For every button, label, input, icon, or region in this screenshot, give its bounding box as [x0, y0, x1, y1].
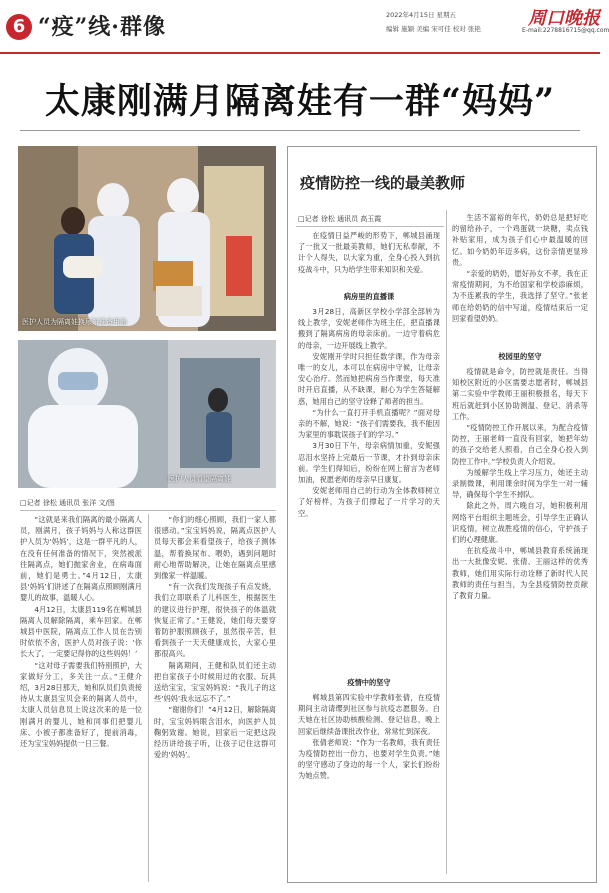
contact-email: E-mail:2278816715@qq.com: [522, 27, 609, 34]
right-article-title: 疫情防控一线的最美教师: [300, 174, 466, 192]
photo-medics-with-baby: [18, 146, 276, 331]
right-paragraph: 郸城县第四实验中学教师张倩，在疫情期间主动请缨到社区参与抗疫志愿服务。白天她在社区协助核酸检测、登记信息，晚上回家后继续备课批改作业，常常忙到深夜。: [298, 693, 440, 736]
right-column-2-top: [452, 212, 588, 352]
right-paragraph: “疫情防控工作开展以来，为配合疫情防控，王丽老师一直没有回家，她把年幼的孩子交给老人照看，自己全身心投入到防控工作中。”学校负责人介绍说。: [452, 423, 588, 466]
left-paragraph: “这对母子需要我们特别照护，大家做好分工，多关注一点。”王健介绍，3月28日那天，她和队员们负责接待从太康县宝贝会来的隔离人员中，太康人员信息员上说这次来的是一位刚满月的婴儿，她和同事们把婴儿床、小被子都准备好了，提前消毒，还为宝宝妈妈提供一日三餐。: [20, 660, 142, 749]
byline-divider: [20, 510, 276, 511]
header-divider: [0, 52, 600, 54]
publication-date: 2022年4月15日 星期五: [386, 11, 457, 19]
subhead-1: 病房里的直播课: [343, 292, 395, 301]
right-column-2: [452, 366, 588, 874]
right-paragraph: 张倩老师说：“作为一名教师，我有责任为疫情防控出一份力，也要对学生负责。”她的坚守感动了身边的每一个人，家长们纷纷为她点赞。: [298, 737, 440, 781]
left-article-column-2: [154, 514, 276, 884]
photo-medics-illustration: [18, 146, 276, 331]
editor-credits: 编辑 施颖 美编 宋可佳 校对 张艳: [386, 25, 481, 33]
photo-visit-illustration: [18, 340, 276, 488]
right-column-1b: [298, 692, 440, 874]
right-paragraph: “亲爱的奶奶，愿好孙女不孝，我在正常疫情期间，为不给国家和学校添麻烦，为不连累我的学生，我选择了坚守。”张老师在给奶奶的信中写道，疫情结束后一定回家看望奶奶。: [452, 269, 588, 323]
page-header: [0, 0, 609, 60]
right-column-1: [298, 306, 440, 674]
right-byline-divider: [296, 226, 444, 227]
right-paragraph: 3月28日，高新区学校小学部全部转为线上教学，安妮老师作为班主任，把直播课搬到了隔离病房的母亲床前。一边守着病危的母亲，一边开展线上教学。: [298, 307, 440, 350]
left-paragraph: “这就是来我们隔离的最小隔离人员，刚满月，孩子妈妈与人称这群医护人员为‘妈妈’，这是一群平凡的人，在没有任何准备的情况下，突然被派往隔离点，她们抛家舍业，在病毒面前，她们是勇士。”4月12日，太康县‘妈妈’们讲述了在隔离点照顾刚满月婴儿的故事，温暖人心。: [20, 515, 142, 603]
column-title: “疫”线·群像: [38, 14, 166, 40]
right-paragraph: 为缓解学生线上学习压力，她还主动录制微课，利用课余时间为学生一对一辅导，确保每个学生不掉队。: [452, 467, 588, 500]
left-article-column-1: [20, 514, 142, 884]
left-article-byline: □记者 徐松 通讯员 张洋 文/图: [20, 499, 115, 507]
right-column-divider: [446, 210, 447, 874]
headline-divider: [20, 130, 580, 131]
subhead-3: 校园里的坚守: [498, 352, 542, 361]
right-paragraph: 在疫情日益严峻的形势下，郸城县涌现了一批又一批最美教师，她们无私奉献，不计个人得失，以大家为重，全身心投入到抗疫战斗中，只为给学生带来知识和关爱。: [298, 231, 440, 274]
bottom-photo-caption: 医护人员看望隔离娃: [168, 475, 231, 483]
left-paragraph: 4月12日，太康县119名在郸城县隔离人员解除隔离，乘车回家。在郸城县中医院，隔离点工作人员在告别时依依不舍，医护人员对孩子说：‘你长大了，一定要记得你的这些妈妈！’: [20, 604, 142, 659]
right-paragraph: “为什么一直打开手机直播呢？”面对母亲的不解，她说：“孩子们需要我，我不能因为家里的事耽误孩子们的学习。”: [298, 407, 440, 440]
subhead-2: 疫情中的坚守: [347, 678, 391, 687]
right-paragraph: 生活不富裕的年代，奶奶总是把好吃的留给孙子，一个鸡蛋就一块糖，卖点钱补贴家用，成为孩子们心中最温暖的回忆。如今奶奶年迈多病，这份亲情更显珍贵。: [452, 213, 588, 267]
page-number-badge: 6: [6, 14, 32, 40]
newspaper-masthead-logo: 周口晚报: [528, 8, 600, 29]
right-article-byline: □记者 徐松 通讯员 高玉霞: [298, 215, 382, 223]
right-paragraph: 除此之外，周六晚自习，她积极利用网络平台组织主题班会，引导学生正确认识疫情，树立战胜疫情的信心，守护孩子们的心理健康。: [452, 501, 588, 545]
left-paragraph: “谢谢你们！”4月12日，解除隔离时，宝宝妈妈眼含泪水，向医护人员鞠躬致谢。她说，回家后一定把这段经历讲给孩子听，让孩子记住这群可爱的‘妈妈’。: [154, 705, 276, 760]
left-paragraph: 隔离期间，王健和队员们还主动把自家孩子小时候用过的衣服、玩具送给宝宝，宝宝妈妈说：“我儿子的这些‘妈妈’我永远忘不了。”: [154, 660, 276, 704]
right-intro: [298, 230, 440, 290]
left-paragraph: “你们的细心照顾，我们一家人都很感动。”宝宝妈妈说，隔离点医护人员每天都会来看望孩子，给孩子测体温，帮着换尿布、喂奶，遇到问题时耐心地帮助解决，让她在隔离点里感到像家一样温暖。: [154, 515, 276, 581]
right-paragraph: 3月30日下午，母亲病情加重，安妮强忍泪水坚持上完最后一节课，才扑到母亲床前。学生们得知后，纷纷在网上留言为老师加油，祝愿老师的母亲早日康复。: [298, 441, 440, 485]
column-divider: [148, 514, 149, 882]
main-headline: 太康刚满月隔离娃有一群“妈妈”: [44, 81, 556, 122]
right-paragraph: 疫情就是命令，防控就是责任。当得知校区附近的小区需要志愿者时，郸城县第二实验中学教师王丽积极报名，每天下班后就赶到小区协助测温、登记、消杀等工作。: [452, 367, 588, 421]
right-paragraph: 安妮老师用自己的行动为全体教师树立了好榜样，为孩子们撑起了一片学习的天空。: [298, 486, 440, 518]
right-paragraph: 安妮刚开学时只担任数学课，作为母亲唯一的女儿，本可以在病房中守候，让母亲安心治疗。然而她把病房当作课堂，每天准时开启直播，从不缺课，耐心为学生答疑解惑，她用自己的坚守诠释了师者的担当。: [298, 351, 440, 406]
left-paragraph: “有一次我们发现孩子有点发烧，我们立即联系了儿科医生，根据医生的建议进行护理，很快孩子的体温就恢复正常了。”王健说，她们每天要穿着防护服照顾孩子，虽然很辛苦，但看到孩子一天天健康成长，大家心里都很高兴。: [154, 582, 276, 659]
right-paragraph: 在抗疫战斗中，郸城县教育系统涌现出一大批像安妮、张倩、王丽这样的优秀教师，她们用实际行动诠释了新时代人民教师的责任与担当，为全县疫情防控贡献了教育力量。: [452, 546, 588, 601]
top-photo-caption: 医护人员为隔离娃换尿布准备用品: [22, 318, 127, 326]
photo-medic-visit: [18, 340, 276, 488]
